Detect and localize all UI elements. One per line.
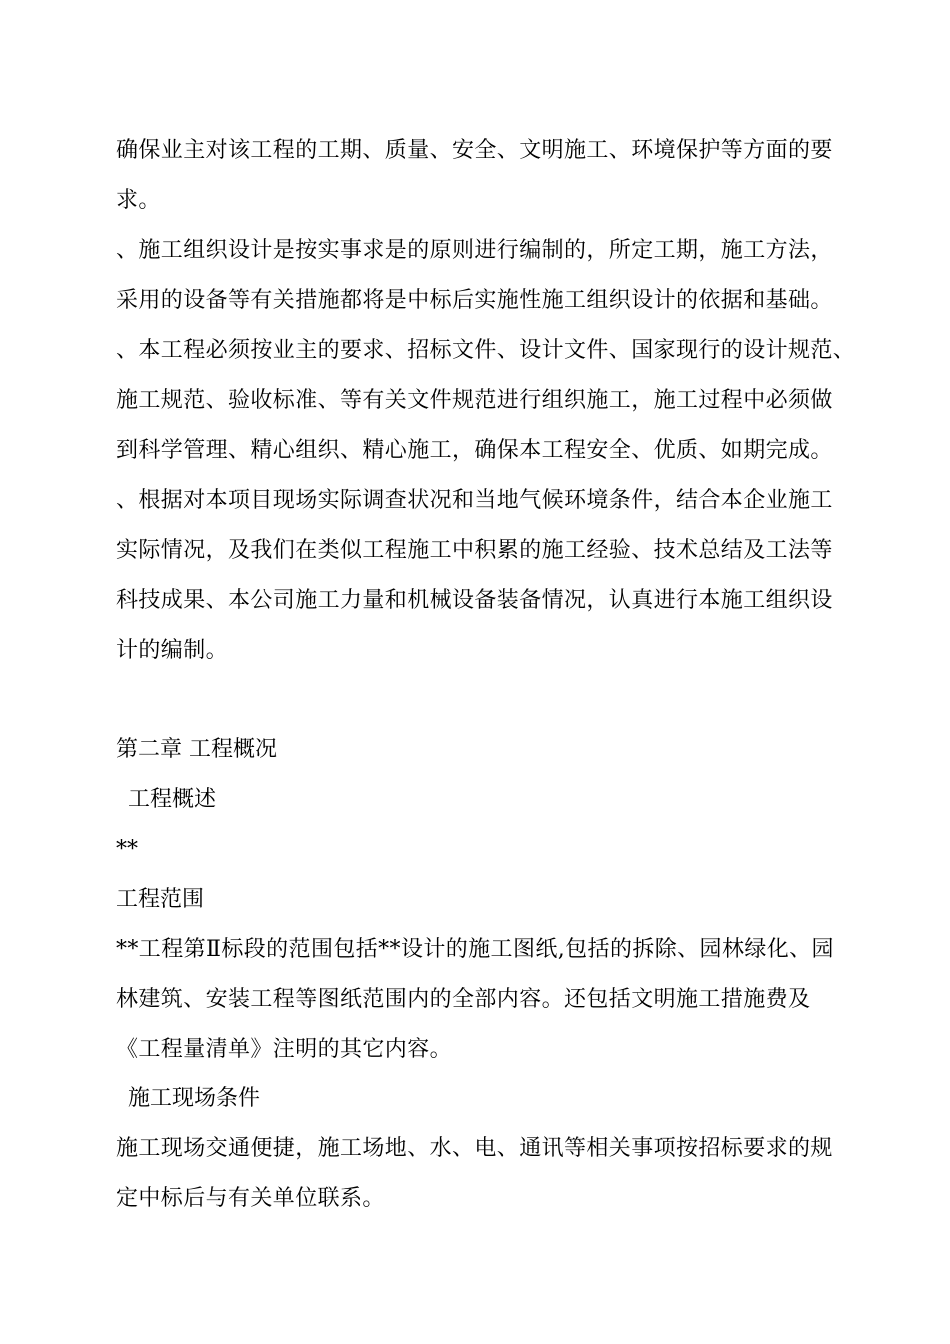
paragraph-line: 科技成果、本公司施工力量和机械设备装备情况，认真进行本施工组织设 xyxy=(116,588,833,613)
site-line: 定中标后与有关单位联系。 xyxy=(116,1186,385,1211)
overview-text: ** xyxy=(116,837,138,862)
section-heading-site: 施工现场条件 xyxy=(128,1086,261,1111)
paragraph-line: 计的编制。 xyxy=(116,638,229,663)
paragraph-line: 采用的设备等有关措施都将是中标后实施性施工组织设计的依据和基础。 xyxy=(116,288,833,313)
chapter-title: 第二章 工程概况 xyxy=(116,737,277,762)
section-heading-scope: 工程范围 xyxy=(116,887,205,912)
paragraph-line: 、本工程必须按业主的要求、招标文件、设计文件、国家现行的设计规范、 xyxy=(116,338,856,363)
paragraph-line: 、施工组织设计是按实事求是的原则进行编制的，所定工期，施工方法， xyxy=(116,238,833,263)
paragraph-line: 施工规范、验收标准、等有关文件规范进行组织施工，施工过程中必须做 xyxy=(116,388,833,413)
section-heading-overview: 工程概述 xyxy=(128,787,217,812)
scope-line: 林建筑、安装工程等图纸范围内的全部内容。还包括文明施工措施费及 xyxy=(116,987,811,1012)
scope-line: 《工程量清单》注明的其它内容。 xyxy=(116,1037,453,1062)
site-line: 施工现场交通便捷，施工场地、水、电、通讯等相关事项按招标要求的规 xyxy=(116,1136,833,1161)
paragraph-line: 求。 xyxy=(116,188,161,213)
paragraph-line: 实际情况，及我们在类似工程施工中积累的施工经验、技术总结及工法等 xyxy=(116,538,833,563)
scope-line: **工程第Ⅱ标段的范围包括**设计的施工图纸,包括的拆除、园林绿化、园 xyxy=(116,937,834,962)
paragraph-line: 到科学管理、精心组织、精心施工，确保本工程安全、优质、如期完成。 xyxy=(116,438,833,463)
paragraph-line: 、根据对本项目现场实际调查状况和当地气候环境条件，结合本企业施工 xyxy=(116,488,833,513)
paragraph-line: 确保业主对该工程的工期、质量、安全、文明施工、环境保护等方面的要 xyxy=(116,138,833,163)
